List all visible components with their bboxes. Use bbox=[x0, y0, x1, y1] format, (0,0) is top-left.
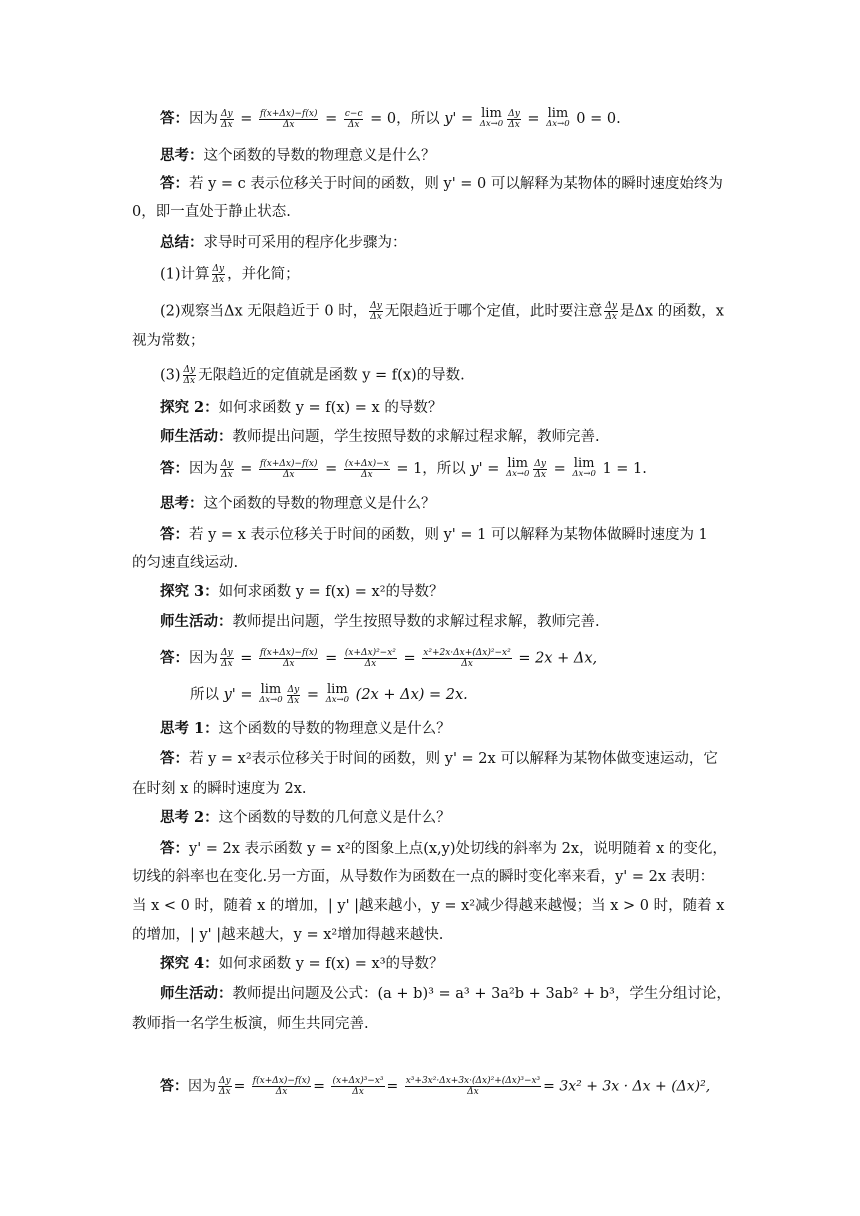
activity-text: 教师提出问题及公式：(a + b)³ = a³ + 3a²b + 3ab² + b³，学生分组讨论， bbox=[232, 986, 731, 1002]
fraction bbox=[220, 648, 234, 669]
activity-text: 教师提出问题，学生按照导数的求解过程求解，教师完善. bbox=[232, 614, 600, 630]
frac-num: c−c bbox=[344, 108, 363, 119]
yprime: y' = bbox=[444, 111, 474, 127]
answer-line-3: 答：因为 $\frac{\Delta y}{\Delta x}$ = $\frac{f(x+\Delta x)-f(x)}{\Delta x}$ = $\frac{\text{(x+Δx)²−x²}}{\Delta x}$ = $\frac{\text{x²+2x·Δx+(Δx)²−x²}}{\Delta x}$ = 2x + Δx, bbox=[160, 648, 598, 669]
lim-sub: Δx→0 bbox=[259, 695, 283, 705]
frac-num: x²+2x·Δx+(Δx)²−x² bbox=[423, 648, 511, 658]
frac-num: Δy bbox=[221, 458, 233, 469]
lim-result: (2x + Δx) = 2x. bbox=[355, 687, 468, 703]
frac-num: (x+Δx)−x bbox=[344, 458, 389, 469]
lim-text: lim bbox=[573, 456, 595, 471]
frac-den: Δx bbox=[352, 1087, 364, 1097]
activity-text: 教师提出问题，学生按照导数的求解过程求解，教师完善. bbox=[232, 429, 600, 445]
fraction bbox=[287, 685, 301, 706]
think-label: 思考： bbox=[160, 495, 204, 512]
fraction bbox=[533, 459, 547, 480]
lim-result: 1 = 1. bbox=[602, 461, 647, 477]
limit bbox=[572, 458, 595, 480]
yprime: y' = bbox=[223, 687, 253, 703]
activity-label: 师生活动： bbox=[160, 985, 233, 1002]
fraction bbox=[331, 1076, 384, 1097]
lim-text: lim bbox=[507, 456, 529, 471]
step-text: 视为常数； bbox=[132, 333, 205, 349]
fraction bbox=[212, 264, 226, 285]
answer-line-4: 答：因为 $\frac{\Delta y}{\Delta x}$ = $\frac{f(x+\Delta x)-f(x)}{\Delta x}$ = $\frac{\text{(x+Δx)³−x³}}{\Delta x}$ = $\frac{\text{x³+3x²·Δx+3x·(Δx)²+(Δx)³−x³}}{\Delta x}$ = 3x² + 3x · Δx + (Δx)², bbox=[160, 1076, 711, 1097]
lim-sub: Δx→0 bbox=[572, 469, 596, 479]
frac-den: Δx bbox=[360, 469, 373, 480]
lim-sub: Δx→0 bbox=[325, 695, 350, 705]
fraction bbox=[220, 109, 234, 130]
frac-den: Δx bbox=[467, 1087, 479, 1097]
answer-text: 的匀速直线运动. bbox=[132, 555, 239, 571]
fraction bbox=[344, 109, 364, 130]
think-question: 这个函数的导数的物理意义是什么？ bbox=[203, 148, 436, 164]
answer-label: 答： bbox=[160, 175, 189, 192]
fraction bbox=[405, 1076, 541, 1097]
step-text: (1)计算 bbox=[160, 266, 210, 283]
limit bbox=[546, 108, 569, 130]
frac-num: Δy bbox=[221, 648, 233, 658]
answer-line-cont bbox=[132, 779, 732, 799]
answer-line bbox=[160, 749, 760, 769]
step-text: 无限趋近于哪个定值，此时要注意 bbox=[384, 303, 603, 320]
frac-num: (x+Δx)²−x² bbox=[344, 648, 396, 658]
limit bbox=[259, 684, 282, 706]
frac-num: Δy bbox=[219, 1076, 231, 1086]
answer-label: 答： bbox=[160, 649, 189, 667]
frac-num: Δy bbox=[287, 684, 300, 695]
step-2 bbox=[160, 301, 760, 322]
frac-den: Δx bbox=[275, 1087, 288, 1097]
lim-text: lim bbox=[327, 682, 348, 697]
frac-den: Δx bbox=[221, 119, 233, 130]
answer-text: 0，即一直处于静止状态. bbox=[132, 204, 291, 220]
answer-line-3b: 所以 y' = lim Δx→0 $\frac{\Delta y}{\Delta x}$ = lim Δx→0 (2x + Δx) = 2x. bbox=[190, 682, 468, 706]
fraction bbox=[604, 301, 618, 322]
frac-den: Δx bbox=[212, 275, 225, 285]
answer-line-2: 答：因为 $\frac{\Delta y}{\Delta x}$ = $\frac{f(x+\Delta x)-f(x)}{\Delta x}$ = $\frac{(x+\Delta x)-x}{\Delta x}$ = 1，所以 y' = lim Δx→0 $\frac{\Delta y}{\Delta x}$ = lim Δx→0 1 = 1. bbox=[160, 456, 647, 480]
think-line bbox=[160, 494, 760, 514]
answer-label: 答： bbox=[160, 840, 189, 857]
answer-label: 答： bbox=[160, 750, 189, 767]
limit bbox=[506, 458, 529, 480]
frac-den: Δx bbox=[364, 659, 377, 669]
frac-den: Δx bbox=[183, 376, 196, 386]
frac-num: f(x+Δx)−f(x) bbox=[252, 1076, 311, 1086]
answer-text: 在时刻 x 的瞬时速度为 2x. bbox=[132, 781, 307, 797]
answer-text: 切线的斜率也在变化.另一方面，从导数作为函数在一点的瞬时变化率来看，y' = 2x 表明： bbox=[132, 869, 715, 885]
explore-2 bbox=[160, 398, 760, 418]
frac-den: Δx bbox=[221, 469, 233, 480]
answer-label: 答： bbox=[160, 460, 189, 477]
frac-num: (x+Δx)³−x³ bbox=[332, 1076, 384, 1086]
activity-line bbox=[160, 612, 760, 632]
fraction bbox=[369, 301, 383, 322]
step-text: ，并化简； bbox=[227, 266, 300, 283]
frac-num: x³+3x²·Δx+3x·(Δx)²+(Δx)³−x³ bbox=[405, 1076, 541, 1086]
answer-line bbox=[160, 839, 760, 859]
fraction bbox=[183, 365, 197, 386]
because-text: 因为 bbox=[189, 461, 218, 477]
answer-label: 答： bbox=[160, 110, 189, 127]
lim-sub: Δx→0 bbox=[505, 469, 530, 479]
think-question: 这个函数的导数的物理意义是什么？ bbox=[203, 496, 436, 512]
fraction bbox=[422, 648, 511, 669]
answer-line-cont bbox=[132, 553, 732, 573]
activity-label: 师生活动： bbox=[160, 613, 233, 630]
explore-3 bbox=[160, 582, 760, 602]
answer-text: 若 y = x 表示位移关于时间的函数，则 y' = 1 可以解释为某物体做瞬时速度为 1 bbox=[189, 527, 708, 543]
think-line bbox=[160, 146, 760, 166]
summary-line bbox=[160, 233, 760, 253]
step-text: 无限趋近的定值就是函数 y = f(x)的导数. bbox=[198, 367, 465, 384]
think-question: 这个函数的导数的几何意义是什么？ bbox=[218, 810, 451, 826]
answer-text: y' = 2x 表示函数 y = x²的图象上点(x,y)处切线的斜率为 2x，说明随着 x 的变化， bbox=[189, 841, 727, 857]
fraction bbox=[259, 109, 319, 130]
limit bbox=[480, 108, 503, 130]
frac-num: f(x+Δx)−f(x) bbox=[259, 108, 318, 119]
fraction bbox=[344, 648, 397, 669]
think-label: 思考： bbox=[160, 147, 204, 164]
activity-line-cont bbox=[132, 1014, 732, 1034]
frac-num: Δy bbox=[508, 108, 520, 119]
so-text: 所以 bbox=[190, 687, 219, 703]
frac-den: Δx bbox=[221, 659, 233, 669]
think-1 bbox=[160, 719, 760, 739]
activity-label: 师生活动： bbox=[160, 428, 233, 445]
think-question: 这个函数的导数的物理意义是什么？ bbox=[218, 721, 451, 737]
answer-line-cont bbox=[132, 202, 732, 222]
activity-line bbox=[160, 984, 760, 1004]
answer-line-cont bbox=[132, 867, 732, 887]
result-text: = 3x² + 3x · Δx + (Δx)², bbox=[543, 1078, 711, 1095]
frac-num: Δy bbox=[183, 365, 196, 375]
explore-label: 探究 3： bbox=[160, 583, 219, 600]
answer-text: 若 y = c 表示位移关于时间的函数，则 y' = 0 可以解释为某物体的瞬时速度始终为 bbox=[189, 176, 723, 192]
step-1 bbox=[160, 264, 760, 285]
because-text: 因为 bbox=[189, 111, 218, 127]
answer-text: 若 y = x²表示位移关于时间的函数，则 y' = 2x 可以解释为某物体做变速运动，它 bbox=[189, 751, 718, 767]
think-label: 思考 1： bbox=[160, 720, 219, 737]
frac-num: Δy bbox=[605, 301, 617, 311]
explore-label: 探究 4： bbox=[160, 955, 219, 972]
lim-text: lim bbox=[260, 682, 282, 697]
answer-line bbox=[160, 174, 760, 194]
fraction bbox=[252, 1076, 312, 1097]
because-text: 因为 bbox=[188, 1078, 216, 1095]
frac-den: Δx bbox=[461, 659, 473, 669]
answer-line bbox=[160, 525, 760, 545]
frac-den: Δx bbox=[605, 312, 617, 322]
step-2-cont bbox=[132, 331, 732, 351]
frac-num: Δy bbox=[212, 264, 225, 274]
frac-num: f(x+Δx)−f(x) bbox=[259, 648, 318, 658]
frac-den: Δx bbox=[347, 119, 360, 130]
activity-line bbox=[160, 427, 760, 447]
frac-den: Δx bbox=[287, 695, 300, 706]
frac-den: Δx bbox=[282, 659, 295, 669]
frac-den: Δx bbox=[534, 469, 546, 480]
lim-text: lim bbox=[547, 106, 569, 121]
result-text: = 2x + Δx, bbox=[518, 650, 598, 667]
activity-text: 教师指一名学生板演，师生共同完善. bbox=[132, 1016, 369, 1032]
frac-num: f(x+Δx)−f(x) bbox=[259, 458, 318, 469]
answer-label: 答： bbox=[160, 526, 189, 543]
frac-den: Δx bbox=[282, 469, 295, 480]
lim-text: lim bbox=[481, 106, 502, 121]
because-text: 因为 bbox=[189, 650, 218, 667]
lim-sub: Δx→0 bbox=[479, 119, 504, 129]
frac-num: Δy bbox=[534, 458, 547, 469]
answer-line-cont bbox=[132, 896, 732, 916]
fraction bbox=[259, 648, 319, 669]
limit bbox=[326, 684, 349, 706]
fraction bbox=[220, 459, 234, 480]
frac-den: Δx bbox=[508, 119, 520, 130]
so-text: ，所以 bbox=[422, 461, 466, 477]
fraction bbox=[507, 109, 521, 130]
eq-text: = 0 bbox=[370, 111, 397, 127]
yprime: y' = bbox=[470, 461, 500, 477]
fraction bbox=[344, 459, 390, 480]
eq-text: = 1 bbox=[396, 461, 423, 477]
frac-num: Δy bbox=[221, 108, 233, 119]
step-text: (2)观察当Δx 无限趋近于 0 时， bbox=[160, 303, 368, 320]
answer-text: 当 x < 0 时，随着 x 的增加，| y' |越来越小，y = x²减少得越来越慢；当 x > 0 时，随着 x bbox=[132, 898, 725, 914]
answer-text: 的增加，| y' |越来越大，y = x²增加得越来越快. bbox=[132, 927, 444, 943]
summary-label: 总结： bbox=[160, 234, 204, 251]
explore-question: 如何求函数 y = f(x) = x³的导数？ bbox=[218, 956, 444, 972]
lim-sub: Δx→0 bbox=[546, 119, 570, 129]
think-2 bbox=[160, 808, 760, 828]
summary-text: 求导时可采用的程序化步骤为： bbox=[203, 235, 407, 251]
lim-result: 0 = 0. bbox=[576, 111, 621, 127]
explore-label: 探究 2： bbox=[160, 399, 219, 416]
frac-num: Δy bbox=[370, 301, 382, 311]
step-text: 是Δx 的函数，x bbox=[619, 303, 724, 320]
answer-label: 答： bbox=[160, 1078, 188, 1095]
fraction bbox=[218, 1076, 232, 1097]
fraction bbox=[259, 459, 319, 480]
step-3 bbox=[160, 365, 760, 386]
answer-line-1: 答：因为 $\frac{\Delta y}{\Delta x}$ = $\frac{f(x+\Delta x)-f(x)}{\Delta x}$ = $\frac{c-c}{\Delta x}$ = 0，所以 y' = lim Δx→0 $\frac{\Delta y}{\Delta x}$ = lim Δx→0 0 = 0. bbox=[160, 106, 621, 130]
answer-line-cont bbox=[132, 925, 732, 945]
frac-den: Δx bbox=[219, 1087, 231, 1097]
explore-question: 如何求函数 y = f(x) = x²的导数？ bbox=[218, 584, 444, 600]
so-text: ，所以 bbox=[396, 111, 440, 127]
step-text: (3) bbox=[160, 367, 181, 384]
frac-den: Δx bbox=[370, 312, 382, 322]
explore-4 bbox=[160, 954, 760, 974]
explore-question: 如何求函数 y = f(x) = x 的导数？ bbox=[218, 400, 443, 416]
frac-den: Δx bbox=[282, 119, 295, 130]
think-label: 思考 2： bbox=[160, 809, 219, 826]
